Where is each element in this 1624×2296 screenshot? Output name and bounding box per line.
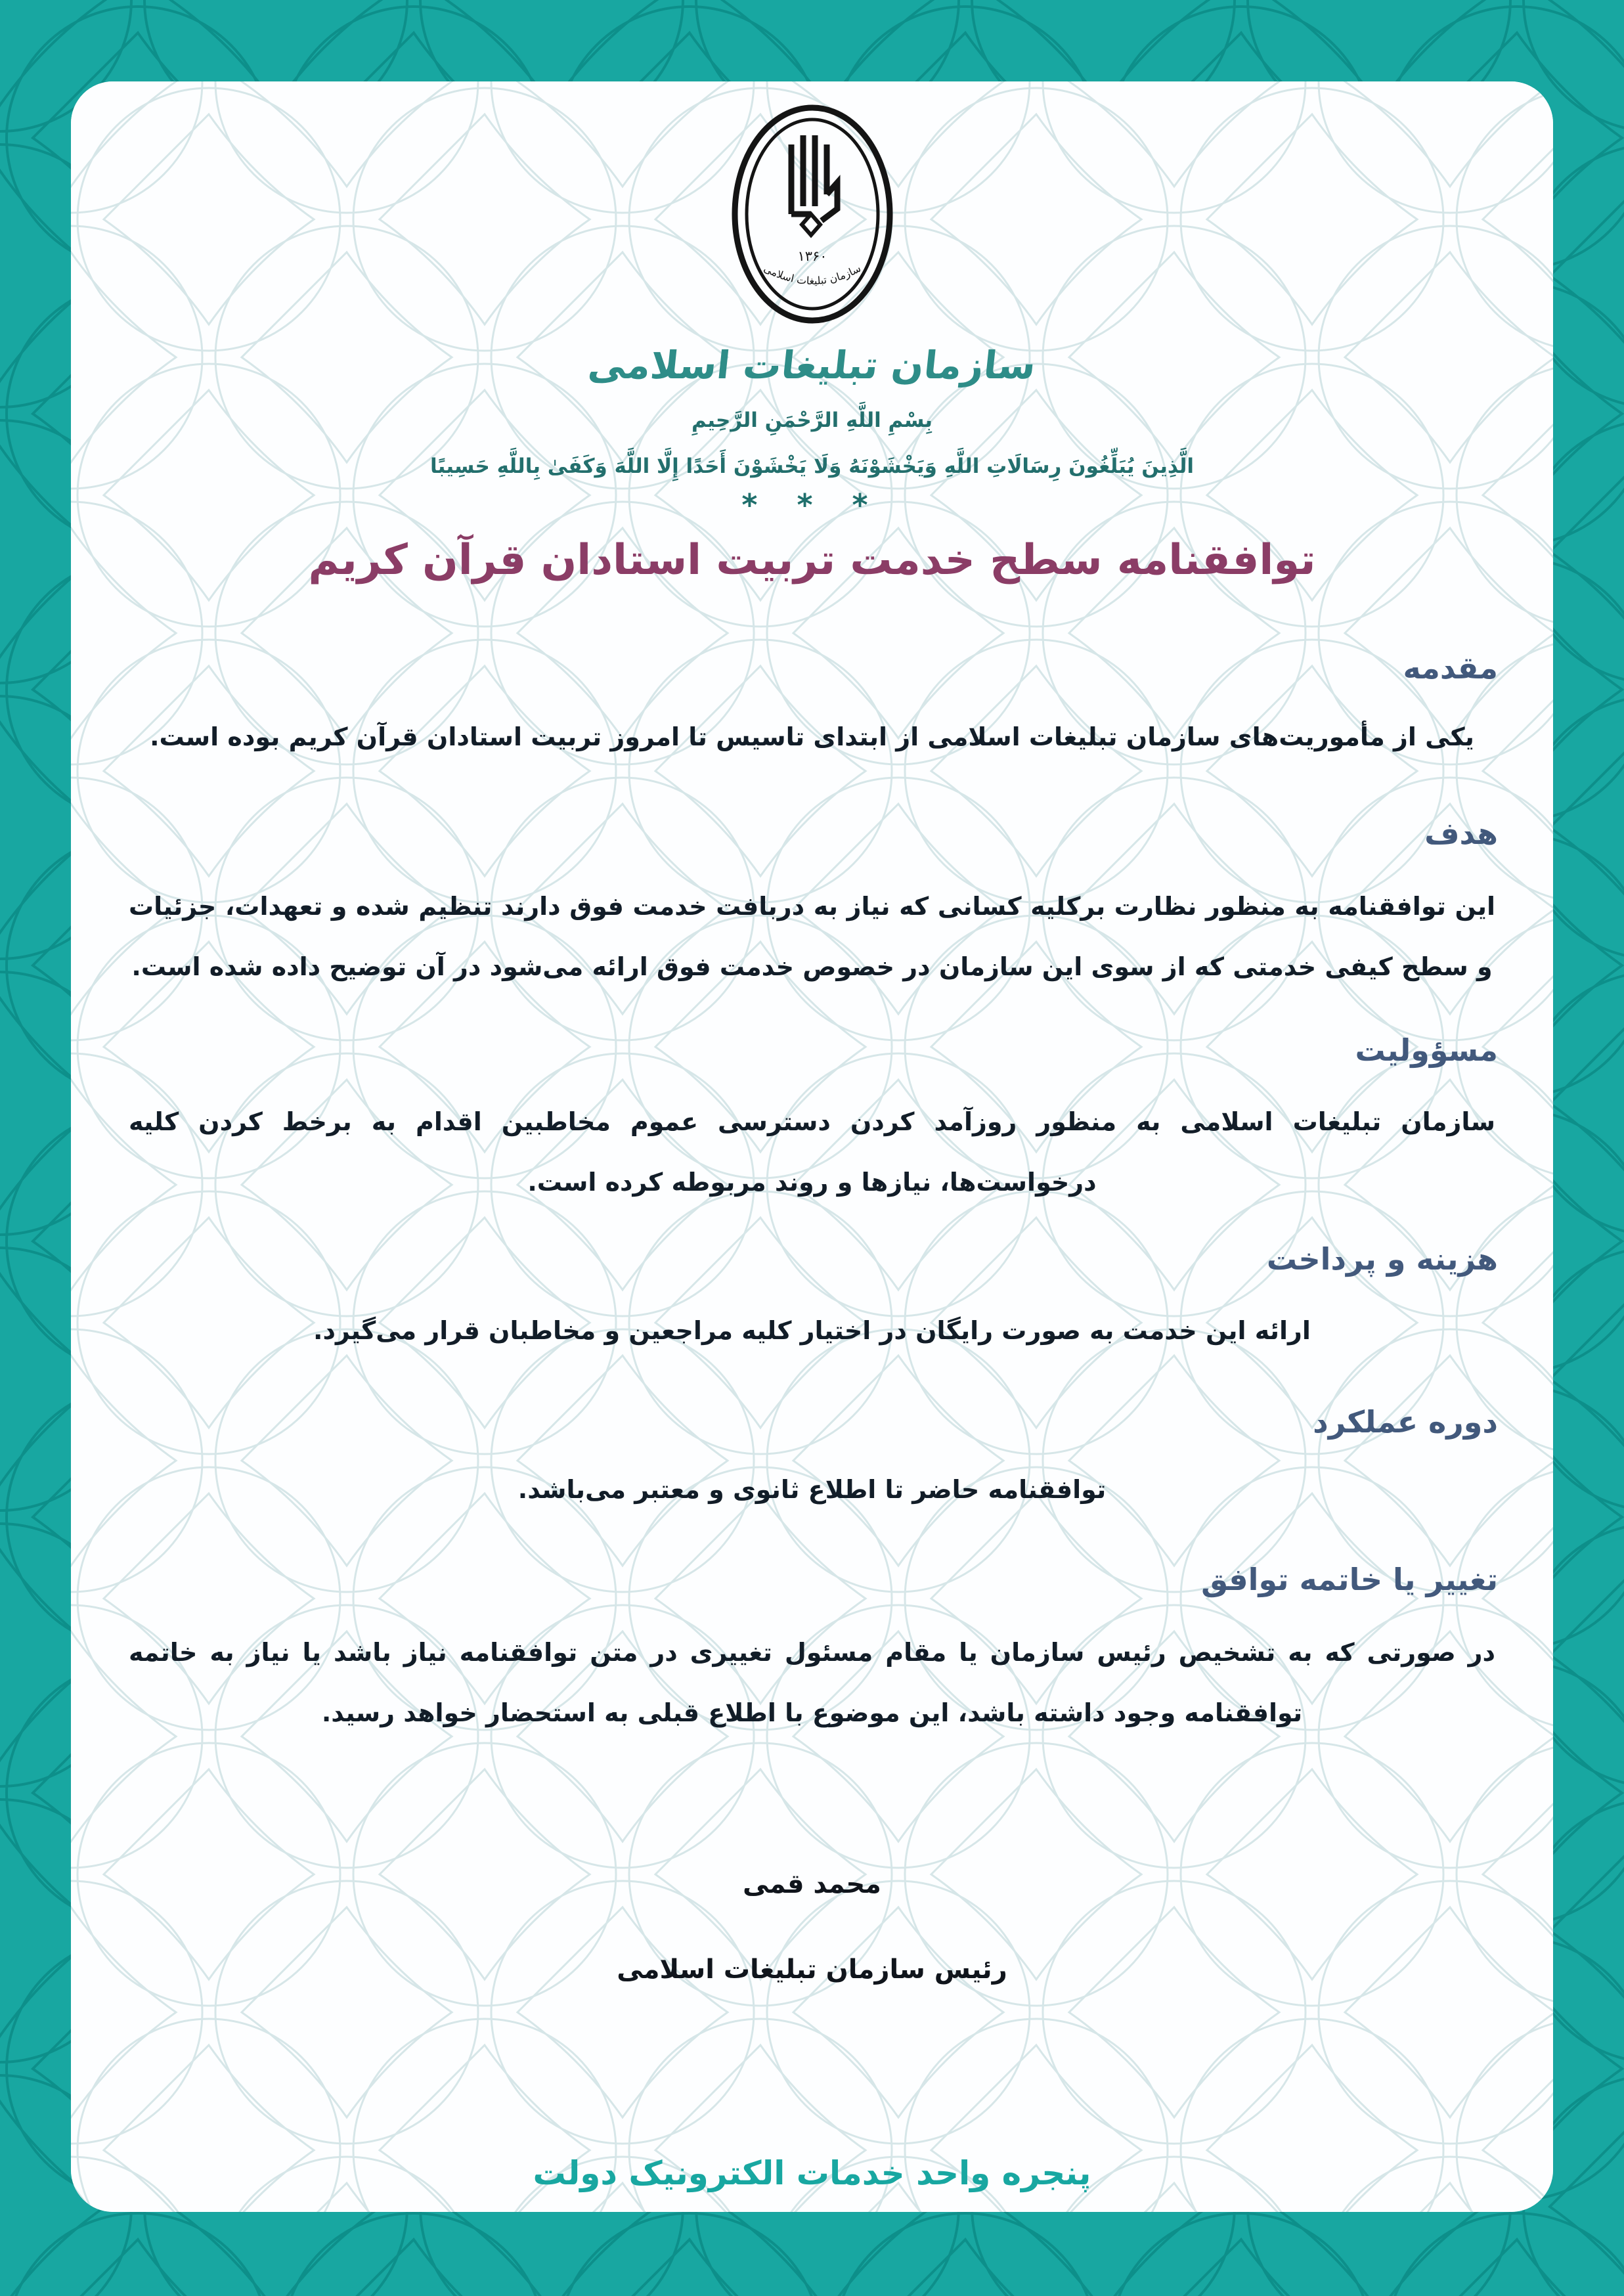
logo-year: ۱۳۶۰ [797,248,827,264]
document-card [71,81,1553,2212]
section-body-goal: این توافقنامه به منظور نظارت برکلیه کسانی که نیاز به دربافت خدمت فوق دارند تنظیم شده و تعهدات، جزئیات و سطح کیفی خدمتی که از سوی این سازمان در خصوص خدمت فوق ارائه می‌شود در آن توضیح داده شده است. [129,892,1495,981]
section-body-cost-payment: ارائه این خدمت به صورت رایگان در اختیار کلیه مراجعین و مخاطبان قرار می‌گیرد. [313,1316,1311,1345]
signatory-title: رئیس سازمان تبلیغات اسلامی [617,1954,1007,1985]
section-body-responsibility: سازمان تبلیغات اسلامی به منظور روزآمد کردن دسترسی عموم مخاطبین اقدام به برخط کردن کلیه درخواست‌ها، نیازها و روند مربوطه کرده است. [129,1107,1495,1197]
allah-calligraphy-mark [791,135,837,235]
section-body-change-termination: در صورتی که به تشخیص رئیس سازمان یا مقام مسئول تغییری در متن توافقنامه نیاز باشد یا نیاز به خاتمه توافقنامه وجود داشته باشد، این موضوع با اطلاع قبلی به استحضار خواهد رسید. [129,1638,1495,1727]
section-body-introduction: یکی از مأموریت‌های سازمان تبلیغات اسلامی از ابتدای تاسیس تا امروز تربیت استادان قرآن کریم بوده است. [150,722,1474,751]
section-heading-cost-payment: هزینه و پرداخت [1266,1241,1498,1277]
signatory-name: محمد قمی [743,1869,881,1899]
section-heading-change-termination: تغییر یا خاتمه توافق [1201,1562,1498,1597]
document-content [71,81,1553,2212]
bismillah-text: بِسْمِ اللَّهِ الرَّحْمَنِ الرَّحِيمِ [691,408,933,432]
section-heading-responsibility: مسؤولیت [1355,1032,1498,1068]
ornament-separator: * * * [741,487,883,523]
section-heading-introduction: مقدمه [1403,650,1498,686]
section-body-performance-period: توافقنامه حاضر تا اطلاع ثانوی و معتبر می‌باشد. [517,1475,1107,1504]
section-heading-goal: هدف [1424,816,1498,851]
organization-emblem-graphic [727,101,898,332]
logo-arc-text: سازمان تبلیغات اسلامی [761,261,863,288]
organization-calligraphy: سازمان تبلیغات اسلامی [586,343,1038,387]
organization-logo [71,101,1553,332]
page-title: توافقنامه سطح خدمت تربیت استادان قرآن کریم [308,536,1316,585]
quran-verse-text: الَّذِينَ يُبَلِّغُونَ رِسَالَاتِ اللَّهِ وَيَخْشَوْنَهُ وَلَا يَخْشَوْنَ أَحَدًا إِلَّا اللَّهَ وَكَفَىٰ بِاللَّهِ حَسِيبًا [429,454,1195,478]
footer-service-window-label: پنجره واحد خدمات الکترونیک دولت [533,2154,1091,2192]
section-heading-performance-period: دوره عملکرد [1313,1404,1498,1440]
